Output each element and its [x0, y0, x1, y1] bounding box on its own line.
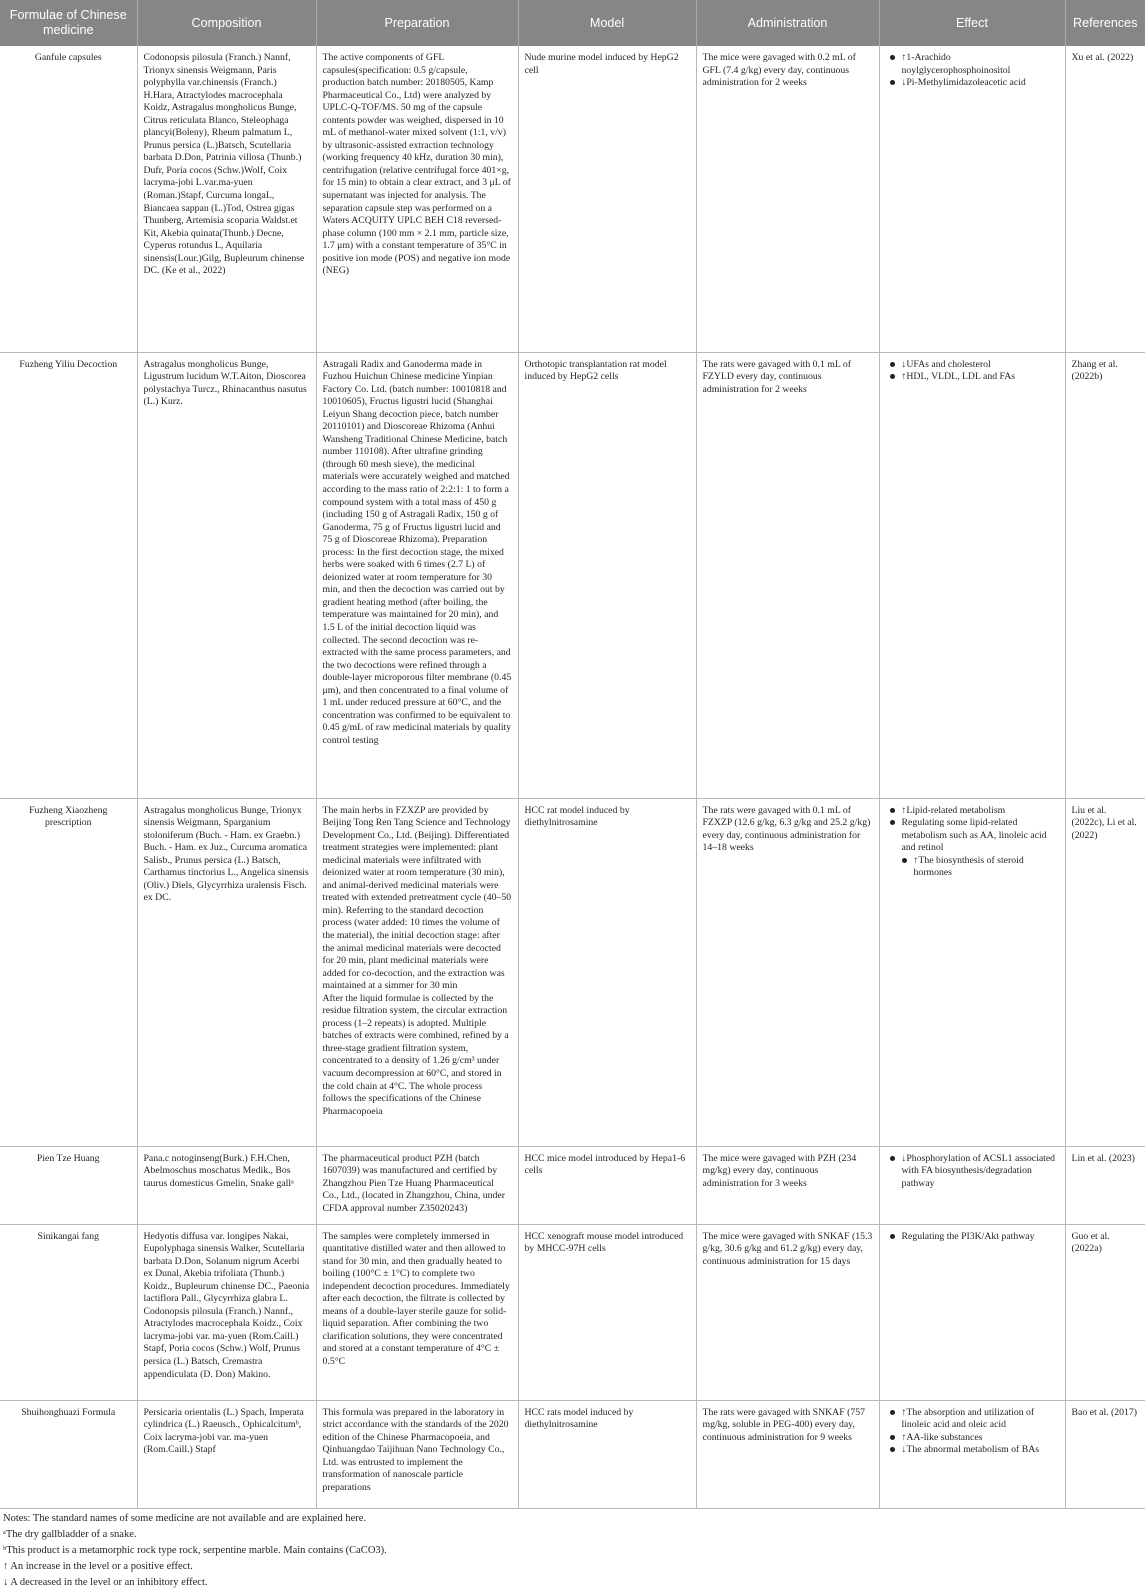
- header-administration: Administration: [696, 0, 879, 46]
- model-cell: HCC xenograft mouse model introduced by MHCC-97H cells: [518, 1224, 696, 1400]
- header-preparation: Preparation: [316, 0, 518, 46]
- composition-cell: Pana.c notoginseng(Burk.) F.H.Chen, Abelmoschus moschatus Medik., Bos taurus domesticus Gmelin, Snake gallᵃ: [137, 1146, 316, 1224]
- effect-cell: [879, 1224, 1065, 1400]
- effect-item: Regulating the PI3K/Akt pathway: [886, 1231, 1059, 1244]
- composition-cell: Astragalus mongholicus Bunge, Trionyx sinensis Weigmann, Sparganium stoloniferum (Buch. - Ham. ex Graebn.) Buch. - Ham. ex Juz., Curcuma aromatica Salisb., Prunus persica (L.) Batsch, Carthamus tinctorius L., Angelica sinensis (Oliv.) Diels, Glycyrrhiza uralensis Fisch. ex DC.: [137, 798, 316, 1146]
- formula-cell: Fuzheng Xiaozheng prescription: [0, 798, 137, 1146]
- administration-cell: The mice were gavaged with SNKAF (15.3 g/kg, 30.6 g/kg and 61.2 g/kg) every day, continuous administration for 15 days: [696, 1224, 879, 1400]
- administration-cell: The rats were gavaged with SNKAF (757 mg/kg, soluble in PEG-400) every day, continuous administration for 9 weeks: [696, 1400, 879, 1508]
- effect-list: [886, 1231, 1059, 1244]
- administration-cell: The mice were gavaged with PZH (234 mg/kg) every day, continuous administration for 3 weeks: [696, 1146, 879, 1224]
- administration-cell: The mice were gavaged with 0.2 mL of GFL (7.4 g/kg) every day, continuous administration for 2 weeks: [696, 46, 879, 352]
- effect-item: ↓The abnormal metabolism of BAs: [886, 1444, 1059, 1457]
- composition-cell: Persicaria orientalis (L.) Spach, Imperata cylindrica (L.) Raeusch., Ophicalcitumᵇ, Coix lacryma-jobi var. ma-yuen (Rom.Caill.) Stapf: [137, 1400, 316, 1508]
- preparation-text: The active components of GFL capsules(specification: 0.5 g/capsule, production batch number: 20180505, Kamp Pharmaceutical Co., Ltd) were analyzed by UPLC-Q-TOF/MS. 50 mg of the capsule contents powder was weighed, dispersed in 10 mL of methanol-water mixed solvent (1:1, v/v) by ultrasonic-assisted extraction technology (working frequency 40 kHz, duration 30 min), centrifugation (relative centrifugal force 401×g, for 15 min) to obtain a clear extract, and 3 μL of supernatant was injected for analysis. The separation capsule step was performed on a Waters ACQUITY UPLC BEH C18 reversed-phase column (100 mm × 2.1 mm, particle size, 1.7 μm) with a constant temperature of 35°C in positive ion mode (POS) and negative ion mode (NEG): [322, 52, 511, 277]
- effect-item: ↑1-Arachido noylglycerophosphoinositol: [886, 52, 1059, 77]
- formula-cell: Pien Tze Huang: [0, 1146, 137, 1224]
- effect-cell: [879, 1146, 1065, 1224]
- table-row: [0, 1224, 1145, 1400]
- reference-cell: Bao et al. (2017): [1065, 1400, 1145, 1508]
- reference-cell: Guo et al. (2022a): [1065, 1224, 1145, 1400]
- preparation-cell: [316, 1146, 518, 1224]
- preparation-cell: [316, 798, 518, 1146]
- effect-item: ↑AA-like substances: [886, 1432, 1059, 1445]
- note-line: Notes: The standard names of some medicine are not available and are explained here.: [3, 1512, 367, 1524]
- model-cell: HCC rat model induced by diethylnitrosamine: [518, 798, 696, 1146]
- note-line: ᵃThe dry gallbladder of a snake.: [3, 1528, 137, 1540]
- effect-list: [886, 52, 1059, 90]
- table-notes: [0, 1509, 1145, 1591]
- formula-cell: Sinikangai fang: [0, 1224, 137, 1400]
- table-body: [0, 46, 1145, 1508]
- note-line: ↓ A decreased in the level or an inhibitory effect.: [3, 1576, 208, 1588]
- table-row: [0, 46, 1145, 352]
- table-row: [0, 352, 1145, 798]
- preparation-text: The samples were completely immersed in quantitative distilled water and then allowed to stand for 30 min, and then gradually heated to boiling (100°C ± 1°C) to complete two independent decoction procedures. Immediately after each decoction, the filtrate is collected by means of a double-layer sterile gauze for solid-liquid separation. After combining the two clarification solutions, they were concentrated and stored at a constant temperature of 4°C ± 0.5°C: [322, 1230, 510, 1367]
- effect-cell: [879, 46, 1065, 352]
- reference-cell: Lin et al. (2023): [1065, 1146, 1145, 1224]
- preparation-cell: [316, 46, 518, 352]
- preparation-text: The main herbs in FZXZP are provided by Beijing Tong Ren Tang Science and Technology Development Co., Ltd. (Beijing). Differentiated treatment strategies were implemented: plant medicinal materials were infiltrated with deionized water at room temperature (30 min), and animal-derived medicinal materials were treated with extended pretreatment cycle (40–50 min). Referring to the standard decoction process (water added: 10 times the volume of the material), the initial decoction stage: after the animal medicinal materials were decocted for 20 min, plant medicinal materials were added for co-decoction, and the extraction was maintained at a simmer for 30 min After the liquid formulae is collected by the residue filtration system, the circular extraction process (1–2 repeats) is adopted. Multiple batches of extracts were combined, refined by a three-stage gradient filtration system, concentrated to a density of 1.26 g/cm³ under vacuum decompression at 60°C, and stored in the cold chain at 4°C. The whole process follows the specifications of the Chinese Pharmacopoeia: [322, 804, 512, 1117]
- header-formula: Formulae of Chinese medicine: [0, 0, 137, 46]
- effect-list: [886, 359, 1059, 384]
- preparation-text: The pharmaceutical product PZH (batch 1607039) was manufactured and certified by Zhangzhou Pien Tze Huang Pharmaceutical Co., Ltd., (located in Zhangzhou, China, under CFDA approval number Z35020243): [322, 1152, 505, 1214]
- effect-item: ↑The absorption and utilization of linoleic acid and oleic acid: [886, 1407, 1059, 1432]
- header-effect: Effect: [879, 0, 1065, 46]
- preparation-cell: [316, 1224, 518, 1400]
- header-references: References: [1065, 0, 1145, 46]
- effect-item: ↑HDL, VLDL, LDL and FAs: [886, 371, 1059, 384]
- effect-list: [886, 805, 1059, 880]
- reference-cell: Zhang et al. (2022b): [1065, 352, 1145, 798]
- formula-cell: Shuihonghuazi Formula: [0, 1400, 137, 1508]
- composition-cell: Hedyotis diffusa var. longipes Nakai, Eupolyphaga sinensis Walker, Scutellaria barbata D.Don, Solanum nigrum Acerbi ex Dunal, Akebia trifoliata (Thunb.) Koidz., Bupleurum chinense DC., Paeonia lactiflora Pall., Glycyrrhiza glabra L. Codonopsis pilosula (Franch.) Nannf., Atractylodes macrocephala Koidz., Coix lacryma-jobi var. ma-yuen (Rom.Caill.) Stapf, Poria cocos (Schw.) Wolf, Prunus persica (L.) Batsch, Cremastra appendiculata (D. Don) Makino.: [137, 1224, 316, 1400]
- header-model: Model: [518, 0, 696, 46]
- effect-item: ↑Lipid-related metabolism: [886, 805, 1059, 818]
- preparation-cell: [316, 1400, 518, 1508]
- header-composition: Composition: [137, 0, 316, 46]
- table-row: [0, 798, 1145, 1146]
- effect-cell: [879, 1400, 1065, 1508]
- administration-cell: The rats were gavaged with 0.1 mL of FZXZP (12.6 g/kg, 6.3 g/kg and 25.2 g/kg) every day, continuous administration for 14–18 weeks: [696, 798, 879, 1146]
- note-line: ↑ An increase in the level or a positive effect.: [3, 1560, 193, 1572]
- composition-cell: Astragalus mongholicus Bunge, Ligustrum lucidum W.T.Aiton, Dioscorea polystachya Turcz., Rhinacanthus nasutus (L.) Kurz.: [137, 352, 316, 798]
- effect-cell: [879, 798, 1065, 1146]
- composition-cell: Codonopsis pilosula (Franch.) Nannf, Trionyx sinensis Weigmann, Paris polyphylla var.chinensis (Franch.) H.Hara, Atractylodes macrocephala Koidz, Astragalus mongholicus Bunge, Citrus reticulata Blanco, Steleophaga plancyi(Boleny), Rheum palmatum L, Prunus persica (L.)Batsch, Scutellaria barbata D.Don, Patrinia villosa (Thunb.) Dufr, Poria cocos (Schw.)Wolf, Coix lacryma-jobi L.var.ma-yuen (Roman.)Stapf, Curcuma longaL, Biancaea sappan (L.)Tod, Ostrea gigas Thunberg, Artemisia scoparia Waldst.et Kit, Akebia quinata(Thunb.) Decne, Cyperus rotundus L, Aquilaria sinensis(Lour.)Gilg, Bupleurum chinense DC. (Ke et al., 2022): [137, 46, 316, 352]
- effect-item: ↓UFAs and cholesterol: [886, 359, 1059, 372]
- effect-item: ↓Pi-Methylimidazoleacetic acid: [886, 77, 1059, 90]
- effect-item: ↑The biosynthesis of steroid hormones: [886, 855, 1059, 880]
- preparation-text: This formula was prepared in the laboratory in strict accordance with the standards of the 2020 edition of the Chinese Pharmacopoeia, and Qinhuangdao Taijihuan Nano Technology Co., Ltd. was entrusted to implement the transformation of nanoscale particle preparations: [322, 1406, 509, 1493]
- reference-cell: Liu et al. (2022c), Li et al. (2022): [1065, 798, 1145, 1146]
- note-line: ᵇThis product is a metamorphic rock type rock, serpentine marble. Main contains (CaCO3).: [3, 1544, 387, 1556]
- reference-cell: Xu et al. (2022): [1065, 46, 1145, 352]
- preparation-text: Astragali Radix and Ganoderma made in Fuzhou Huichun Chinese medicine Yinpian Factory Co. Ltd. (batch number: 10010818 and 10010605), Fructus ligustri lucid (Shanghai Leiyun Shang decoction piece, batch number 20110101) and Dioscoreae Rhizoma (Anhui Wansheng Traditional Chinese Medicine, batch number 110108). After ultrafine grinding (through 60 mesh sieve), the medicinal materials were accurately weighed and matched according to the mass ratio of 2:2:1: 1 to form a compound system with a total mass of 450 g (including 150 g of Astragali Radix, 150 g of Ganoderma, 75 g of Fructus ligustri lucid and 75 g of Dioscoreae Rhizoma). Preparation process: In the first decoction stage, the mixed herbs were soaked with 6 times (2.7 L) of deionized water at room temperature for 30 min, and then the decoction was carried out by gradient heating method (after boiling, the temperature was maintained for 20 min), and 1.5 L of the initial decoction liquid was collected. The second decoction was re-extracted with the same process parameters, and the two decoctions were refined through a double-layer microporous filter membrane (0.45 μm), and then concentrated to a final volume of 1 mL under reduced pressure at 60°C, and the concentration was confirmed to be equivalent to 0.45 g/mL of raw medicinal materials by quality control testing: [322, 358, 512, 746]
- effect-item: Regulating some lipid-related metabolism such as AA, linoleic acid and retinol: [886, 817, 1059, 855]
- header-row: [0, 0, 1145, 46]
- effect-item: ↓Phosphorylation of ACSL1 associated with FA biosynthesis/degradation pathway: [886, 1153, 1059, 1191]
- effect-cell: [879, 352, 1065, 798]
- model-cell: HCC mice model introduced by Hepa1-6 cells: [518, 1146, 696, 1224]
- model-cell: HCC rats model induced by diethylnitrosamine: [518, 1400, 696, 1508]
- table-row: [0, 1400, 1145, 1508]
- formula-cell: Fuzheng Yiliu Decoction: [0, 352, 137, 798]
- model-cell: Nude murine model induced by HepG2 cell: [518, 46, 696, 352]
- effect-list: [886, 1407, 1059, 1457]
- effect-list: [886, 1153, 1059, 1191]
- preparation-cell: [316, 352, 518, 798]
- table-row: [0, 1146, 1145, 1224]
- model-cell: Orthotopic transplantation rat model induced by HepG2 cells: [518, 352, 696, 798]
- formula-cell: Ganfule capsules: [0, 46, 137, 352]
- administration-cell: The rats were gavaged with 0.1 mL of FZYLD every day, continuous administration for 2 weeks: [696, 352, 879, 798]
